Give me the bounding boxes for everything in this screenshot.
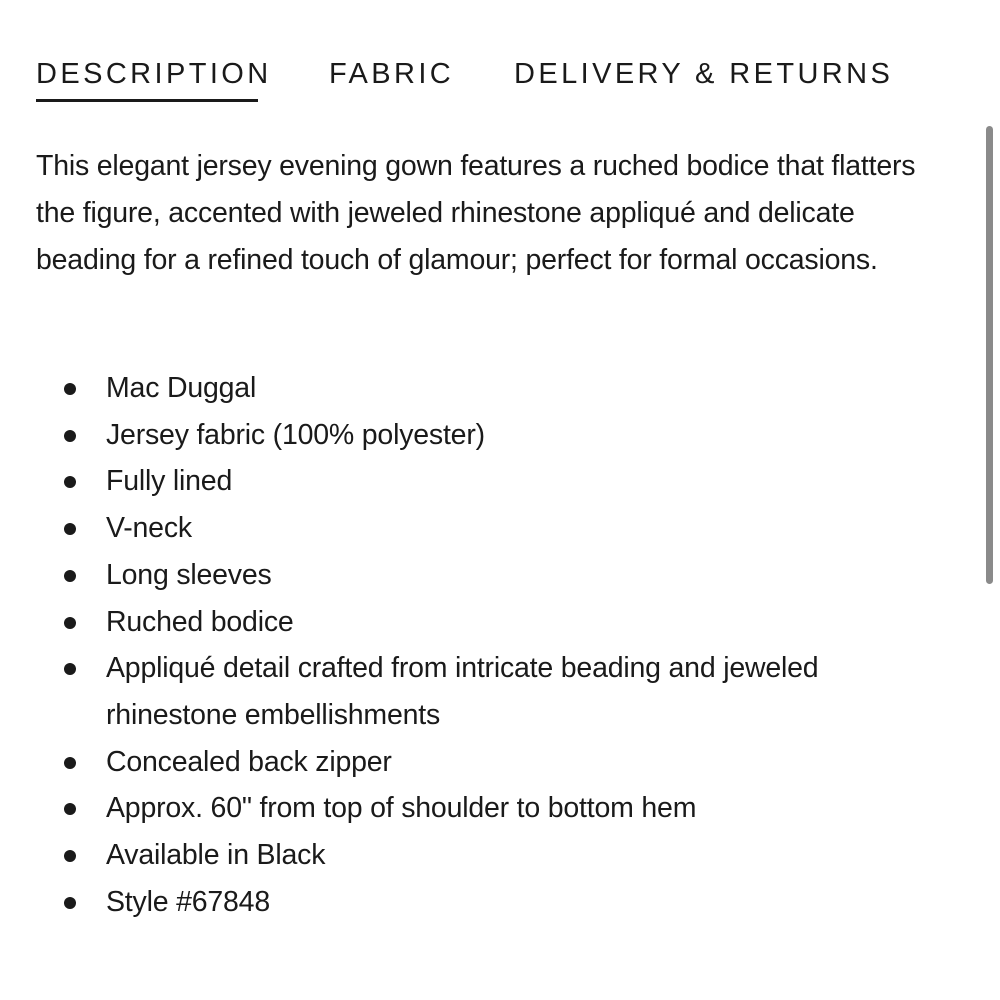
feature-list (36, 365, 936, 925)
list-item (36, 412, 936, 459)
list-item (36, 505, 936, 552)
list-item (36, 599, 936, 646)
bullet-icon (64, 850, 76, 862)
list-item (36, 458, 936, 505)
list-item (36, 785, 936, 832)
tab-delivery-returns[interactable] (514, 56, 893, 92)
list-item (36, 645, 936, 738)
scrollbar[interactable] (986, 126, 994, 584)
tab-delivery-returns-label: DELIVERY & RETURNS (514, 58, 894, 90)
bullet-icon (64, 757, 76, 769)
list-item-text: Approx. 60" from top of shoulder to bottom hem (106, 792, 697, 825)
bullet-icon (64, 523, 76, 535)
bullet-icon (64, 803, 76, 815)
tab-fabric-label: FABRIC (329, 58, 455, 90)
bullet-icon (64, 430, 76, 442)
bullet-icon (64, 617, 76, 629)
bullet-icon (64, 897, 76, 909)
list-item-text: Jersey fabric (100% polyester) (106, 418, 485, 451)
list-item-text: Style #67848 (106, 885, 270, 918)
list-item-text: Ruched bodice (106, 605, 294, 638)
list-item (36, 739, 936, 786)
list-item-text: Fully lined (106, 465, 233, 498)
list-item (36, 832, 936, 879)
bullet-icon (64, 383, 76, 395)
bullet-icon (64, 476, 76, 488)
list-item (36, 879, 936, 926)
list-item-text: Mac Duggal (106, 372, 257, 404)
product-description: This elegant jersey evening gown features a ruched bodice that flatters the figure, accented with jeweled rhinestone appliqué and delicate beading for a refined touch of glamour; perfect for formal occasions. (36, 150, 916, 276)
list-item-text: Long sleeves (106, 558, 272, 591)
tab-fabric[interactable] (329, 56, 454, 92)
active-tab-indicator (36, 99, 258, 102)
scrollbar-thumb[interactable] (986, 126, 993, 584)
list-item-text: Available in Black (106, 839, 326, 872)
list-item-text: Concealed back zipper (106, 745, 392, 778)
list-item-text: Appliqué detail crafted from intricate beading and jeweled rhinestone embellishments (106, 652, 819, 731)
bullet-icon (64, 663, 76, 675)
bullet-icon (64, 570, 76, 582)
list-item (36, 552, 936, 599)
list-item (36, 365, 936, 412)
list-item-text: V-neck (106, 512, 192, 545)
tab-description[interactable] (36, 56, 272, 92)
tab-description-label: DESCRIPTION (36, 58, 272, 90)
